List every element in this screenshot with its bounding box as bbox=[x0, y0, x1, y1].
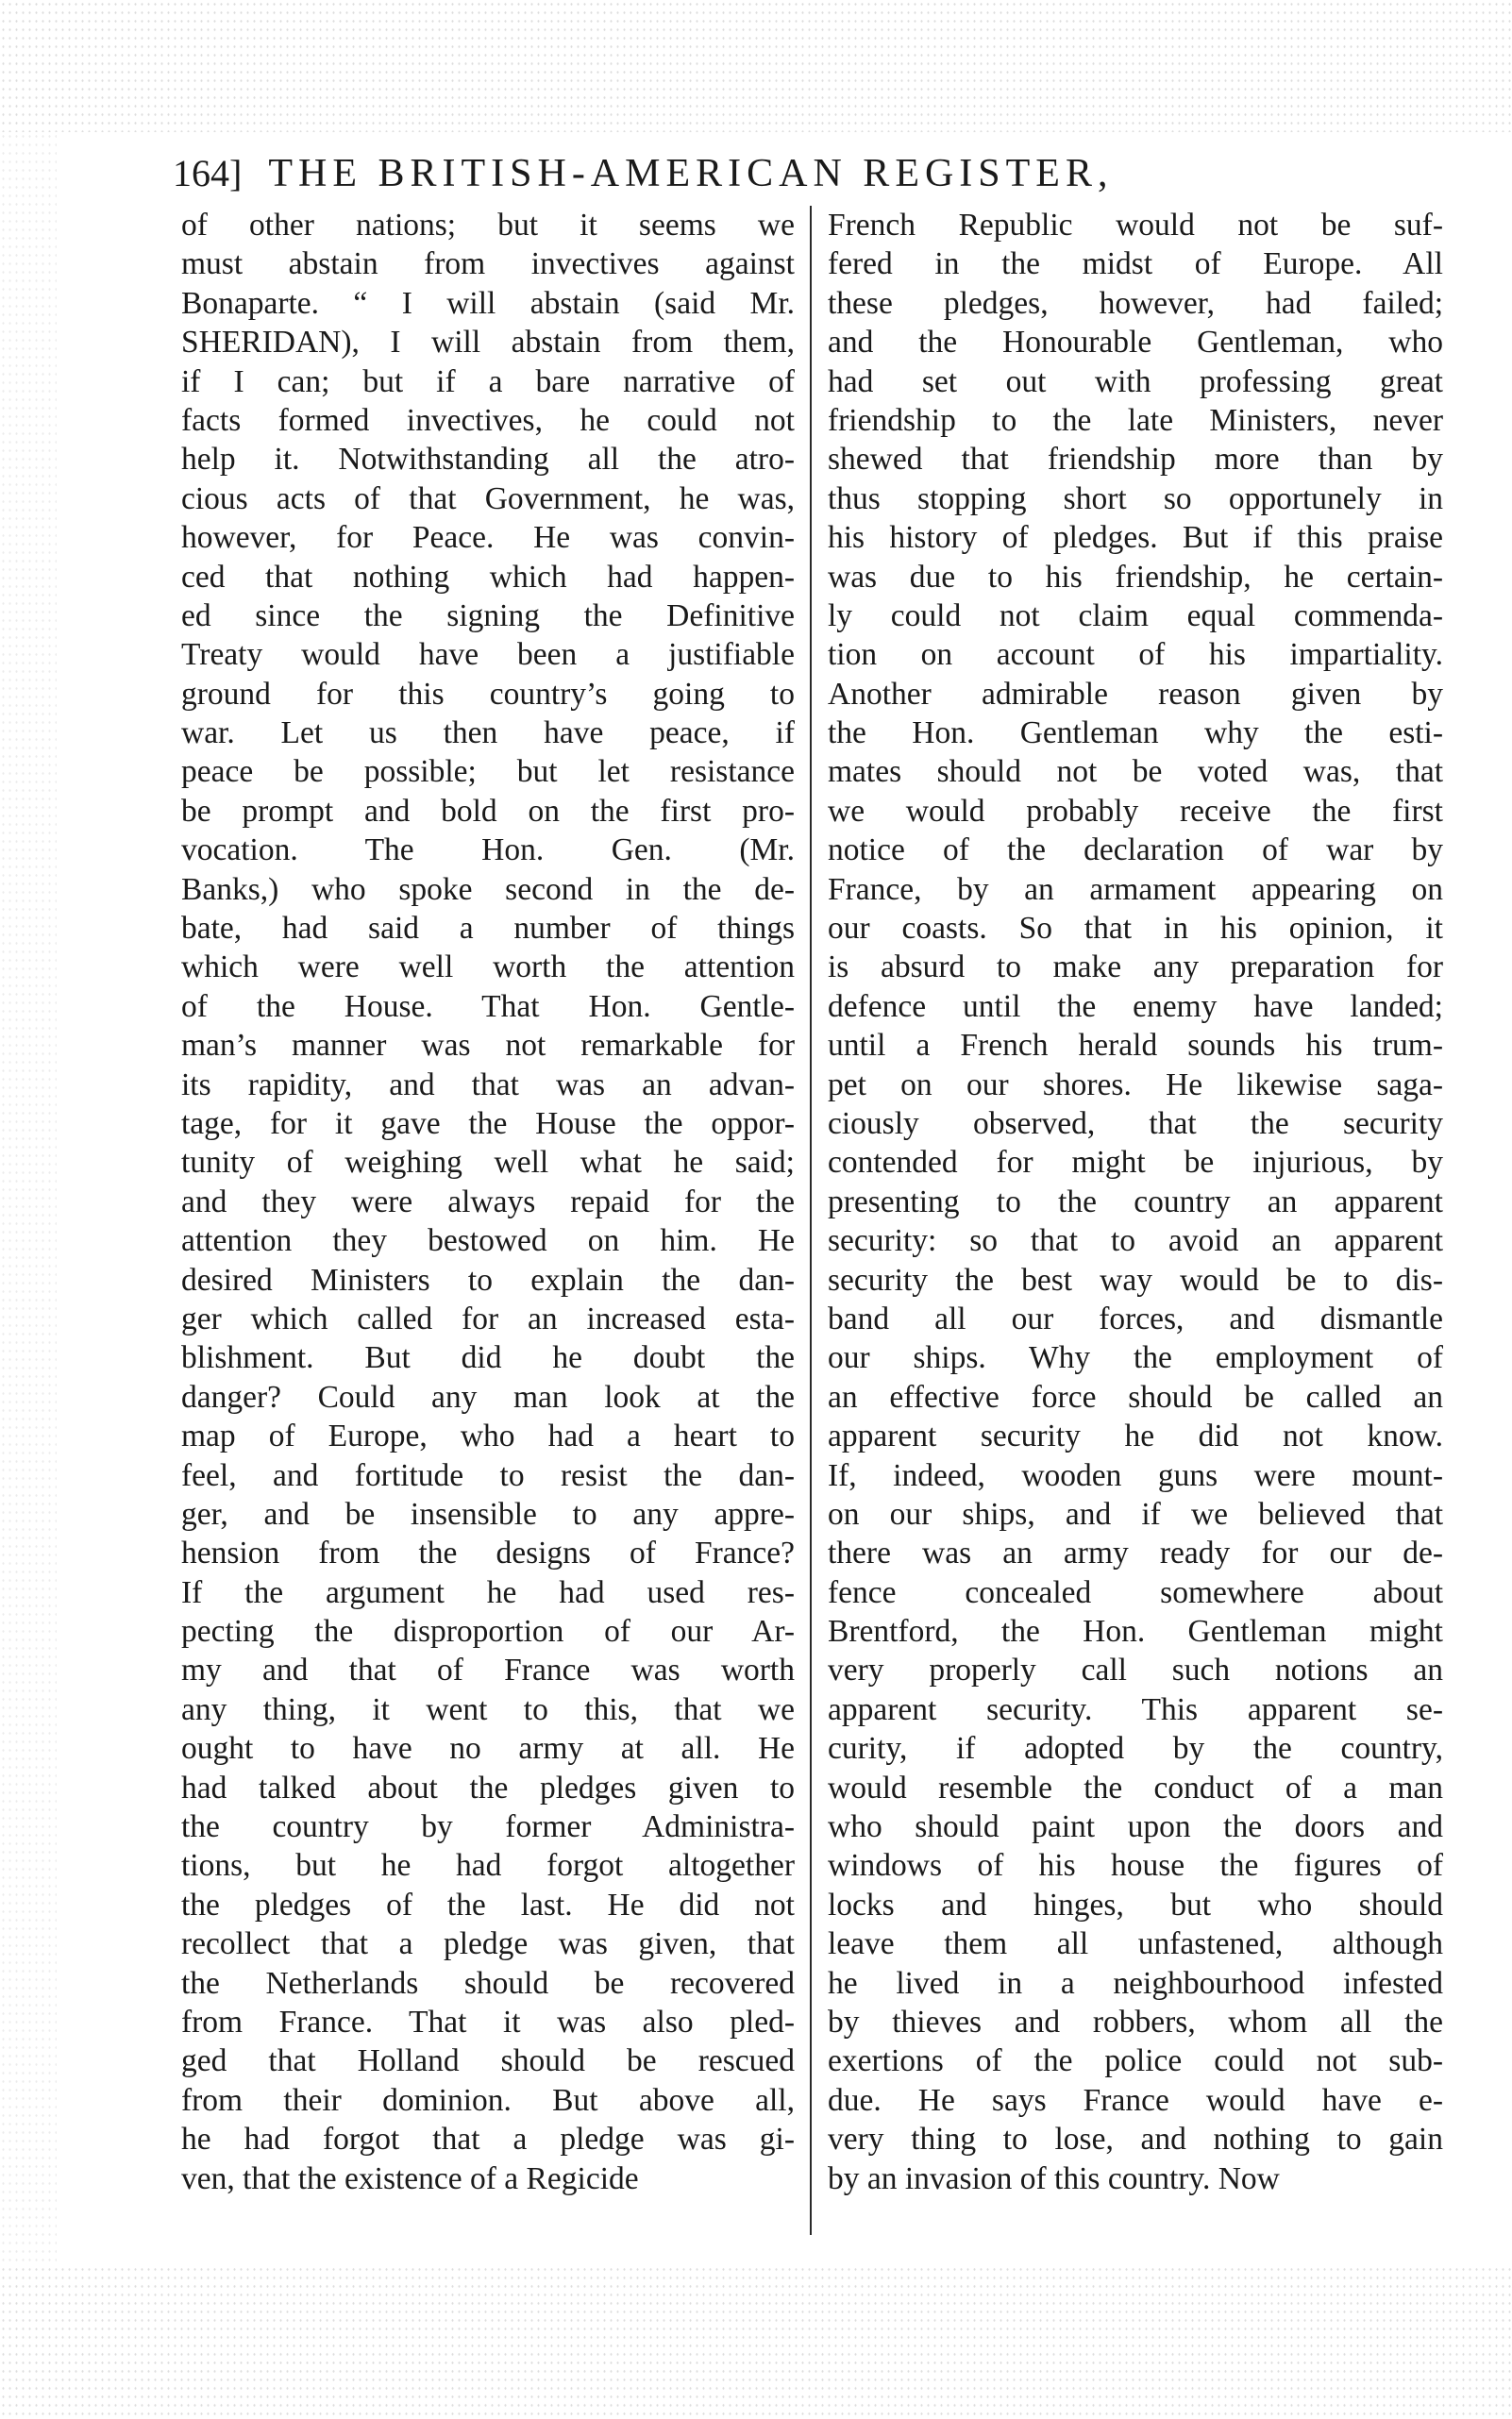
text-line: these pledges, however, had failed; bbox=[828, 285, 1443, 321]
text-line: by thieves and robbers, whom all the bbox=[828, 2004, 1443, 2040]
text-line: bate, had said a number of things bbox=[181, 911, 795, 947]
text-line: If, indeed, wooden guns were mount- bbox=[828, 1457, 1443, 1493]
text-line: notice of the declaration of war by bbox=[828, 832, 1443, 868]
text-line: exertions of the police could not sub- bbox=[828, 2043, 1443, 2079]
running-header bbox=[173, 151, 1437, 204]
text-line: friendship to the late Ministers, never bbox=[828, 402, 1443, 438]
text-line: ground for this country’s going to bbox=[181, 676, 795, 712]
text-line: its rapidity, and that was an advan- bbox=[181, 1067, 795, 1102]
text-line: very thing to lose, and nothing to gain bbox=[828, 2122, 1443, 2158]
text-line: of the House. That Hon. Gentle- bbox=[181, 988, 795, 1024]
text-line: we would probably receive the first bbox=[828, 793, 1443, 829]
text-line: our coasts. So that in his opinion, it bbox=[828, 911, 1443, 947]
text-line: fence concealed somewhere about bbox=[828, 1574, 1443, 1610]
text-line: pecting the disproportion of our Ar- bbox=[181, 1614, 795, 1650]
text-line: must abstain from invectives against bbox=[181, 246, 795, 282]
text-line: would resemble the conduct of a man bbox=[828, 1770, 1443, 1806]
scan-noise-bottom bbox=[0, 2265, 1512, 2419]
text-line: windows of his house the figures of bbox=[828, 1848, 1443, 1884]
text-line: danger? Could any man look at the bbox=[181, 1379, 795, 1415]
text-line: curity, if adopted by the country, bbox=[828, 1731, 1443, 1767]
text-line: the Netherlands should be recovered bbox=[181, 1965, 795, 2001]
text-line: recollect that a pledge was given, that bbox=[181, 1926, 795, 1962]
text-line: ven, that the existence of a Regicide bbox=[181, 2160, 639, 2196]
text-line: French Republic would not be suf- bbox=[828, 208, 1443, 243]
text-line: security the best way would be to dis- bbox=[828, 1262, 1443, 1298]
text-line: had set out with professing great bbox=[828, 363, 1443, 399]
text-line: ged that Holland should be rescued bbox=[181, 2043, 795, 2079]
text-line: map of Europe, who had a heart to bbox=[181, 1419, 795, 1454]
text-line: war. Let us then have peace, if bbox=[181, 715, 795, 751]
text-line: due. He says France would have e- bbox=[828, 2082, 1443, 2118]
text-line: hension from the designs of France? bbox=[181, 1536, 795, 1571]
text-line: thus stopping short so opportunely in bbox=[828, 480, 1443, 516]
text-line: by an invasion of this country. Now bbox=[828, 2160, 1280, 2196]
text-line: fered in the midst of Europe. All bbox=[828, 246, 1443, 282]
text-line: apparent security he did not know. bbox=[828, 1419, 1443, 1454]
text-line: any thing, it went to this, that we bbox=[181, 1691, 795, 1727]
text-line: presenting to the country an apparent bbox=[828, 1184, 1443, 1219]
text-line: ed since the signing the Definitive bbox=[181, 597, 795, 633]
text-line: help it. Notwithstanding all the atro- bbox=[181, 442, 795, 478]
page-number: 164] bbox=[173, 152, 243, 194]
text-line: attention they bestowed on him. He bbox=[181, 1223, 795, 1259]
text-line: If the argument he had used res- bbox=[181, 1574, 795, 1610]
text-line: facts formed invectives, he could not bbox=[181, 402, 795, 438]
text-line: on our ships, and if we believed that bbox=[828, 1496, 1443, 1532]
running-title: THE BRITISH-AMERICAN REGISTER, bbox=[268, 152, 1114, 195]
text-line: his history of pledges. But if this praise bbox=[828, 520, 1443, 556]
scan-noise-top bbox=[0, 0, 1512, 132]
text-line: security: so that to avoid an apparent bbox=[828, 1223, 1443, 1259]
text-line: however, for Peace. He was convin- bbox=[181, 520, 795, 556]
text-line: cious acts of that Government, he was, bbox=[181, 480, 795, 516]
text-line: ger which called for an increased esta- bbox=[181, 1301, 795, 1336]
text-line: Bonaparte. “ I will abstain (said Mr. bbox=[181, 285, 795, 321]
text-line: desired Ministers to explain the dan- bbox=[181, 1262, 795, 1298]
text-line: Brentford, the Hon. Gentleman might bbox=[828, 1614, 1443, 1650]
text-line: ced that nothing which had happen- bbox=[181, 559, 795, 595]
text-line: ought to have no army at all. He bbox=[181, 1731, 795, 1767]
text-line: SHERIDAN), I will abstain from them, bbox=[181, 325, 795, 361]
text-line: was due to his friendship, he certain- bbox=[828, 559, 1443, 595]
text-line: which were well worth the attention bbox=[181, 949, 795, 985]
text-line: locks and hinges, but who should bbox=[828, 1887, 1443, 1923]
text-line: of other nations; but it seems we bbox=[181, 208, 795, 243]
text-line: Another admirable reason given by bbox=[828, 676, 1443, 712]
text-line: be prompt and bold on the first pro- bbox=[181, 793, 795, 829]
text-line: ger, and be insensible to any appre- bbox=[181, 1496, 795, 1532]
text-line: mates should not be voted was, that bbox=[828, 754, 1443, 790]
text-line: from their dominion. But above all, bbox=[181, 2082, 795, 2118]
text-line: he had forgot that a pledge was gi- bbox=[181, 2122, 795, 2158]
text-line: Treaty would have been a justifiable bbox=[181, 637, 795, 673]
text-line: who should paint upon the doors and bbox=[828, 1809, 1443, 1845]
text-line: tage, for it gave the House the oppor- bbox=[181, 1105, 795, 1141]
scan-noise-left bbox=[0, 132, 57, 2265]
text-line: blishment. But did he doubt the bbox=[181, 1340, 795, 1376]
text-line: my and that of France was worth bbox=[181, 1653, 795, 1688]
text-line: and they were always repaid for the bbox=[181, 1184, 795, 1219]
text-line: is absurd to make any preparation for bbox=[828, 949, 1443, 985]
text-line: if I can; but if a bare narrative of bbox=[181, 363, 795, 399]
text-line: ciously observed, that the security bbox=[828, 1105, 1443, 1141]
text-line: contended for might be injurious, by bbox=[828, 1145, 1443, 1181]
text-line: an effective force should be called an bbox=[828, 1379, 1443, 1415]
left-text-column bbox=[181, 206, 795, 2198]
text-line: the country by former Administra- bbox=[181, 1809, 795, 1845]
text-line: he lived in a neighbourhood infested bbox=[828, 1965, 1443, 2001]
text-line: France, by an armament appearing on bbox=[828, 871, 1443, 907]
text-line: band all our forces, and dismantle bbox=[828, 1301, 1443, 1336]
text-line: peace be possible; but let resistance bbox=[181, 754, 795, 790]
text-line: shewed that friendship more than by bbox=[828, 442, 1443, 478]
text-line: and the Honourable Gentleman, who bbox=[828, 325, 1443, 361]
text-line: defence until the enemy have landed; bbox=[828, 988, 1443, 1024]
column-divider bbox=[810, 206, 812, 2235]
text-line: tunity of weighing well what he said; bbox=[181, 1145, 795, 1181]
text-line: the Hon. Gentleman why the esti- bbox=[828, 715, 1443, 751]
text-line: tion on account of his impartiality. bbox=[828, 637, 1443, 673]
text-line: ly could not claim equal commenda- bbox=[828, 597, 1443, 633]
right-text-column bbox=[828, 206, 1443, 2198]
text-line: apparent security. This apparent se- bbox=[828, 1691, 1443, 1727]
text-line: there was an army ready for our de- bbox=[828, 1536, 1443, 1571]
text-line: man’s manner was not remarkable for bbox=[181, 1028, 795, 1064]
text-line: from France. That it was also pled- bbox=[181, 2004, 795, 2040]
text-line: vocation. The Hon. Gen. (Mr. bbox=[181, 832, 795, 868]
text-line: very properly call such notions an bbox=[828, 1653, 1443, 1688]
text-line: our ships. Why the employment of bbox=[828, 1340, 1443, 1376]
text-line: leave them all unfastened, although bbox=[828, 1926, 1443, 1962]
text-line: had talked about the pledges given to bbox=[181, 1770, 795, 1806]
text-line: Banks,) who spoke second in the de- bbox=[181, 871, 795, 907]
text-line: the pledges of the last. He did not bbox=[181, 1887, 795, 1923]
text-line: until a French herald sounds his trum- bbox=[828, 1028, 1443, 1064]
text-line: tions, but he had forgot altogether bbox=[181, 1848, 795, 1884]
text-line: pet on our shores. He likewise saga- bbox=[828, 1067, 1443, 1102]
text-line: feel, and fortitude to resist the dan- bbox=[181, 1457, 795, 1493]
